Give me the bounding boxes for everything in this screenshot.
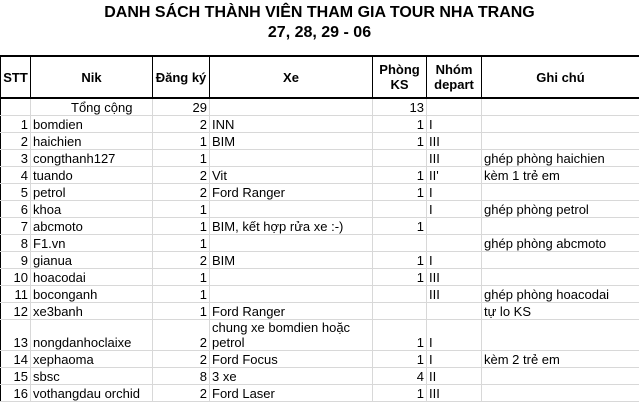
dangky-cell[interactable]: 1	[153, 269, 210, 286]
total-xe-cell[interactable]	[210, 98, 373, 116]
dangky-cell[interactable]: 1	[153, 150, 210, 167]
header-xe[interactable]: Xe	[210, 56, 373, 98]
xe-cell[interactable]	[210, 150, 373, 167]
dangky-cell[interactable]: 1	[153, 235, 210, 252]
nik-cell[interactable]: boconganh	[31, 286, 153, 303]
xe-cell[interactable]: Vit	[210, 167, 373, 184]
stt-cell[interactable]: 10	[1, 269, 31, 286]
nik-cell[interactable]: haichien	[31, 133, 153, 150]
ghichu-cell[interactable]: tự lo KS	[482, 303, 639, 320]
phong-cell[interactable]	[373, 201, 427, 218]
nhom-cell[interactable]: I	[427, 351, 482, 368]
dangky-cell[interactable]: 1	[153, 133, 210, 150]
header-nhom[interactable]: Nhóm depart	[427, 56, 482, 98]
xe-cell[interactable]: BIM, kết hợp rửa xe :-)	[210, 218, 373, 235]
stt-cell[interactable]: 13	[1, 320, 31, 351]
table-row	[1, 252, 639, 269]
table-row	[1, 218, 639, 235]
member-table	[0, 55, 639, 402]
nik-cell[interactable]: sbsc	[31, 368, 153, 385]
dangky-cell[interactable]: 2	[153, 320, 210, 351]
table-row	[1, 385, 639, 402]
stt-cell[interactable]: 7	[1, 218, 31, 235]
xe-cell[interactable]	[210, 201, 373, 218]
table-row	[1, 286, 639, 303]
dangky-cell[interactable]: 2	[153, 167, 210, 184]
phong-cell[interactable]: 1	[373, 167, 427, 184]
phong-cell[interactable]: 1	[373, 351, 427, 368]
table-row	[1, 184, 639, 201]
nhom-cell[interactable]: I	[427, 116, 482, 133]
ghichu-cell[interactable]: ghép phòng petrol	[482, 201, 639, 218]
nik-cell[interactable]: tuando	[31, 167, 153, 184]
table-row	[1, 303, 639, 320]
stt-cell[interactable]: 6	[1, 201, 31, 218]
dangky-cell[interactable]: 2	[153, 252, 210, 269]
xe-cell[interactable]: Ford Laser	[210, 385, 373, 402]
table-row	[1, 167, 639, 184]
stt-cell[interactable]: 8	[1, 235, 31, 252]
nhom-cell[interactable]: II'	[427, 167, 482, 184]
nik-cell[interactable]: bomdien	[31, 116, 153, 133]
nhom-cell[interactable]	[427, 235, 482, 252]
stt-cell[interactable]: 12	[1, 303, 31, 320]
total-label[interactable]: Tổng cộng	[31, 98, 153, 116]
stt-cell[interactable]: 5	[1, 184, 31, 201]
stt-cell[interactable]: 14	[1, 351, 31, 368]
nhom-cell[interactable]	[427, 303, 482, 320]
nhom-cell[interactable]: III	[427, 385, 482, 402]
stt-cell[interactable]: 4	[1, 167, 31, 184]
ghichu-cell[interactable]	[482, 252, 639, 269]
phong-cell[interactable]	[373, 303, 427, 320]
phong-cell[interactable]: 1	[373, 385, 427, 402]
xe-cell[interactable]	[210, 235, 373, 252]
ghichu-cell[interactable]: ghép phòng haichien	[482, 150, 639, 167]
nik-cell[interactable]: petrol	[31, 184, 153, 201]
header-row	[1, 56, 639, 98]
dangky-cell[interactable]: 1	[153, 303, 210, 320]
nik-cell[interactable]: vothangdau orchid	[31, 385, 153, 402]
table-row	[1, 269, 639, 286]
nhom-cell[interactable]: III	[427, 133, 482, 150]
xe-cell[interactable]: Ford Ranger	[210, 184, 373, 201]
nhom-cell[interactable]: I	[427, 252, 482, 269]
nhom-cell[interactable]: II	[427, 368, 482, 385]
xe-cell[interactable]: 3 xe	[210, 368, 373, 385]
dangky-cell[interactable]: 1	[153, 201, 210, 218]
page-title: DANH SÁCH THÀNH VIÊN THAM GIA TOUR NHA TRANG	[104, 4, 535, 21]
total-ghichu-cell[interactable]	[482, 98, 639, 116]
header-stt[interactable]: STT	[1, 56, 31, 98]
xe-cell[interactable]	[210, 286, 373, 303]
table-row	[1, 133, 639, 150]
ghichu-cell[interactable]	[482, 218, 639, 235]
nik-cell[interactable]: congthanh127	[31, 150, 153, 167]
nik-cell[interactable]: nongdanhoclaixe	[31, 320, 153, 351]
ghichu-cell[interactable]	[482, 368, 639, 385]
table-row	[1, 320, 639, 351]
table-row	[1, 201, 639, 218]
phong-cell[interactable]	[373, 235, 427, 252]
ghichu-cell[interactable]	[482, 269, 639, 286]
nhom-cell[interactable]: III	[427, 150, 482, 167]
nik-cell[interactable]: gianua	[31, 252, 153, 269]
xe-cell[interactable]: BIM	[210, 252, 373, 269]
dangky-cell[interactable]: 1	[153, 218, 210, 235]
xe-cell[interactable]	[210, 269, 373, 286]
dangky-cell[interactable]: 1	[153, 286, 210, 303]
xe-cell[interactable]: Ford Ranger	[210, 303, 373, 320]
dangky-cell[interactable]: 2	[153, 184, 210, 201]
page-subtitle: 27, 28, 29 - 06	[267, 24, 372, 41]
xe-cell[interactable]: BIM	[210, 133, 373, 150]
phong-cell[interactable]	[373, 286, 427, 303]
stt-cell[interactable]: 15	[1, 368, 31, 385]
nik-cell[interactable]: khoa	[31, 201, 153, 218]
dangky-cell[interactable]: 2	[153, 116, 210, 133]
phong-cell[interactable]	[373, 150, 427, 167]
phong-cell[interactable]: 1	[373, 184, 427, 201]
ghichu-cell[interactable]	[482, 184, 639, 201]
xe-cell[interactable]: INN	[210, 116, 373, 133]
phong-cell[interactable]: 1	[373, 252, 427, 269]
table-row	[1, 150, 639, 167]
ghichu-cell[interactable]	[482, 385, 639, 402]
ghichu-cell[interactable]: ghép phòng hoacodai	[482, 286, 639, 303]
nik-cell[interactable]: abcmoto	[31, 218, 153, 235]
ghichu-cell[interactable]: kèm 1 trẻ em	[482, 167, 639, 184]
ghichu-cell[interactable]: kèm 2 trẻ em	[482, 351, 639, 368]
stt-cell[interactable]: 3	[1, 150, 31, 167]
phong-cell[interactable]: 4	[373, 368, 427, 385]
table-row	[1, 116, 639, 133]
total-nhom-cell[interactable]	[427, 98, 482, 116]
nhom-cell[interactable]: I	[427, 184, 482, 201]
ghichu-cell[interactable]	[482, 133, 639, 150]
stt-cell[interactable]: 11	[1, 286, 31, 303]
nhom-cell[interactable]	[427, 218, 482, 235]
xe-cell[interactable]: Ford Focus	[210, 351, 373, 368]
phong-cell[interactable]: 1	[373, 269, 427, 286]
nhom-cell[interactable]: III	[427, 286, 482, 303]
header-ghichu[interactable]: Ghi chú	[482, 56, 639, 98]
total-row	[1, 98, 639, 116]
nhom-cell[interactable]: III	[427, 269, 482, 286]
ghichu-cell[interactable]: ghép phòng abcmoto	[482, 235, 639, 252]
table-row	[1, 368, 639, 385]
header-dangky[interactable]: Đăng ký	[153, 56, 210, 98]
phong-cell[interactable]: 1	[373, 133, 427, 150]
ghichu-cell[interactable]	[482, 320, 639, 351]
stt-cell[interactable]: 9	[1, 252, 31, 269]
header-nik[interactable]: Nik	[31, 56, 153, 98]
nik-cell[interactable]: xephaoma	[31, 351, 153, 368]
nhom-cell[interactable]: I	[427, 201, 482, 218]
dangky-cell[interactable]: 8	[153, 368, 210, 385]
dangky-cell[interactable]: 2	[153, 351, 210, 368]
phong-cell[interactable]: 1	[373, 320, 427, 351]
nik-cell[interactable]: hoacodai	[31, 269, 153, 286]
stt-cell[interactable]: 1	[1, 116, 31, 133]
phong-cell[interactable]: 1	[373, 116, 427, 133]
table-row	[1, 351, 639, 368]
nhom-cell[interactable]: I	[427, 320, 482, 351]
nik-cell[interactable]: F1.vn	[31, 235, 153, 252]
ghichu-cell[interactable]	[482, 116, 639, 133]
total-dangky[interactable]: 29	[153, 98, 210, 116]
stt-cell[interactable]: 16	[1, 385, 31, 402]
xe-cell[interactable]: chung xe bomdien hoặc petrol	[210, 320, 373, 351]
stt-cell[interactable]: 2	[1, 133, 31, 150]
header-phong[interactable]: Phòng KS	[373, 56, 427, 98]
table-row	[1, 235, 639, 252]
total-phong[interactable]: 13	[373, 98, 427, 116]
nik-cell[interactable]: xe3banh	[31, 303, 153, 320]
dangky-cell[interactable]: 2	[153, 385, 210, 402]
phong-cell[interactable]: 1	[373, 218, 427, 235]
total-stt-cell[interactable]	[1, 98, 31, 116]
